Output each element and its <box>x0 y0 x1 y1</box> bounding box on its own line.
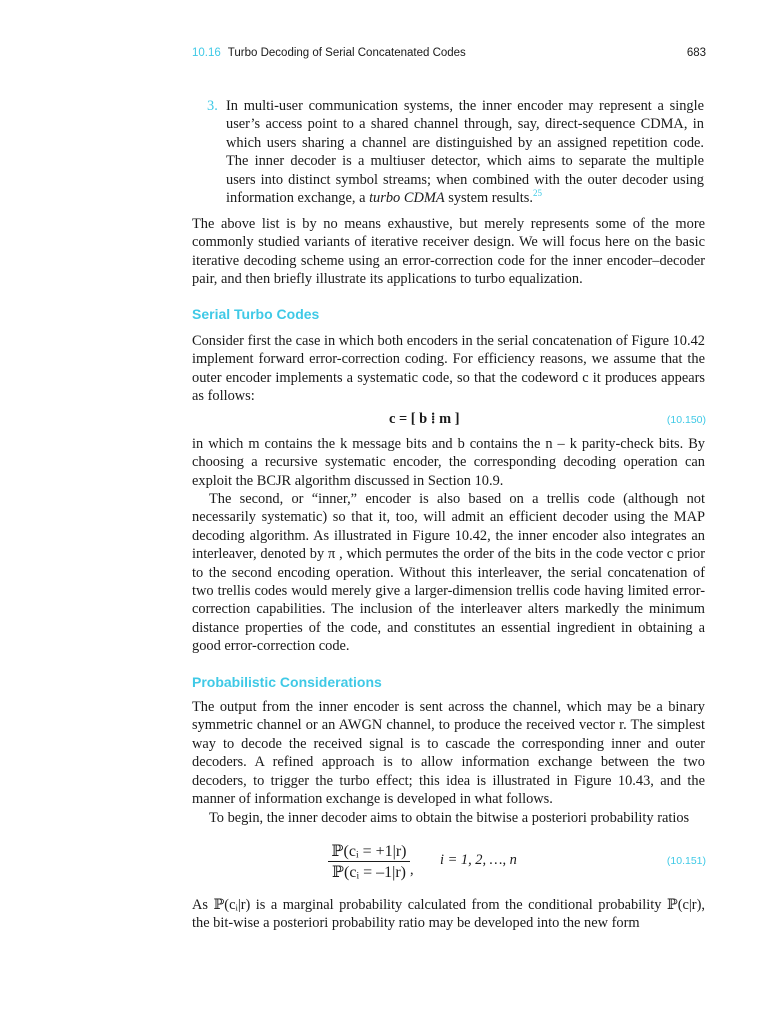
equation-label-10-150: (10.150) <box>666 414 706 426</box>
section-title: Turbo Decoding of Serial Concatenated Codes <box>227 47 466 59</box>
heading-serial-turbo-codes: Serial Turbo Codes <box>192 306 320 322</box>
paragraph-text: The second, or “inner,” encoder is also based on a trellis code (although not necessarily systematic) so that it, too, will admit an efficient decoder using the MAP decoding algorithm. As illustrated in Figure 10.42, the inner encoder also integrates an interleaver, denoted by π , which permutes the order of the bits in the code vector c prior to the second encoding operation. Without this interleaver, the serial concatenation of two trellis codes would merely give a larger-dimension trellis code having limited error-correction capabilities. The inclusion of the interleaver alters markedly the minimum distance properties of the code, and constitutes an essential ingredient in obtaining a good error-correction code. <box>192 491 705 655</box>
equation-10-151-range: i = 1, 2, …, n <box>440 852 517 868</box>
heading-probabilistic-considerations: Probabilistic Considerations <box>192 674 382 690</box>
paragraph-text: As ℙ(cᵢ|r) is a marginal probability calculated from the conditional probability ℙ(c|r), the bit-wise a posteriori probability ratio may be developed into the new form <box>192 897 705 932</box>
paragraph-text: The above list is by no means exhaustive, but merely represents some of the more commonly studied variants of iterative receiver design. We will focus here on the basic iterative decoding scheme using an error-correction code for the inner encoder–decoder pair, and then briefly illustrate its applications to turbo equalization. <box>192 216 705 288</box>
list-item-text-main: In multi-user communication systems, the inner encoder may represent a single user’s access point to a shared channel through, say, direct-sequence CDMA, in which users sharing a channel are distinguished by an assigned repetition code. The inner decoder is a multiuser detector, which aims to separate the multiple users into distinct symbol streams; when combined with the outer decoder using information exchange, a <box>226 98 704 207</box>
footnote-ref: 25 <box>532 188 542 199</box>
paragraph-serial-1 <box>192 332 705 406</box>
list-item-text-end: system results. <box>448 190 533 207</box>
paragraph-serial-2 <box>192 435 705 490</box>
paragraph-text: Consider first the case in which both encoders in the serial concatenation of Figure 10.42 implement forward error-correction coding. For efficiency reasons, we assume that the outer encoder implements a systematic code, so that the codeword c it produces appears as follows: <box>192 333 705 405</box>
equation-10-151-numerator: ℙ(cᵢ = +1|r) <box>331 843 407 860</box>
paragraph-prob-2 <box>192 809 705 827</box>
running-header <box>192 47 706 65</box>
paragraph-prob-1 <box>192 698 705 808</box>
equation-10-151-denominator: ℙ(cᵢ = –1|r) <box>332 864 406 881</box>
equation-label-10-151: (10.151) <box>666 855 706 867</box>
list-item-number: 3. <box>207 98 218 114</box>
section-number: 10.16 <box>192 47 221 59</box>
paragraph-list-summary <box>192 215 705 289</box>
list-item-3 <box>207 97 704 207</box>
paragraph-serial-3 <box>192 490 705 656</box>
paragraph-text: The output from the inner encoder is sent across the channel, which may be a binary symmetric channel or an AWGN channel, to produce the received vector r. The simplest way to decode the received signal is to cascade the corresponding inner and outer decoders. A refined approach is to allow information exchange between the two decoders, to trigger the turbo effect; this idea is illustrated in Figure 10.43, and the manner of information exchange is developed in what follows. <box>192 699 705 808</box>
equation-10-150: c = [ b ⁞ m ] <box>389 411 460 427</box>
paragraph-text: in which m contains the k message bits and b contains the n – k parity-check bits. By choosing a recursive systematic encoder, the corresponding decoding operation can exploit the BCJR algorithm discussed in Section 10.9. <box>192 436 705 489</box>
list-item-text <box>226 97 704 207</box>
equation-10-151-comma: , <box>410 862 414 878</box>
page-number: 683 <box>686 47 706 59</box>
list-item-italic: turbo CDMA <box>369 190 445 207</box>
paragraph-text: To begin, the inner decoder aims to obtain the bitwise a posteriori probability ratios <box>209 810 690 826</box>
paragraph-prob-3 <box>192 896 705 933</box>
